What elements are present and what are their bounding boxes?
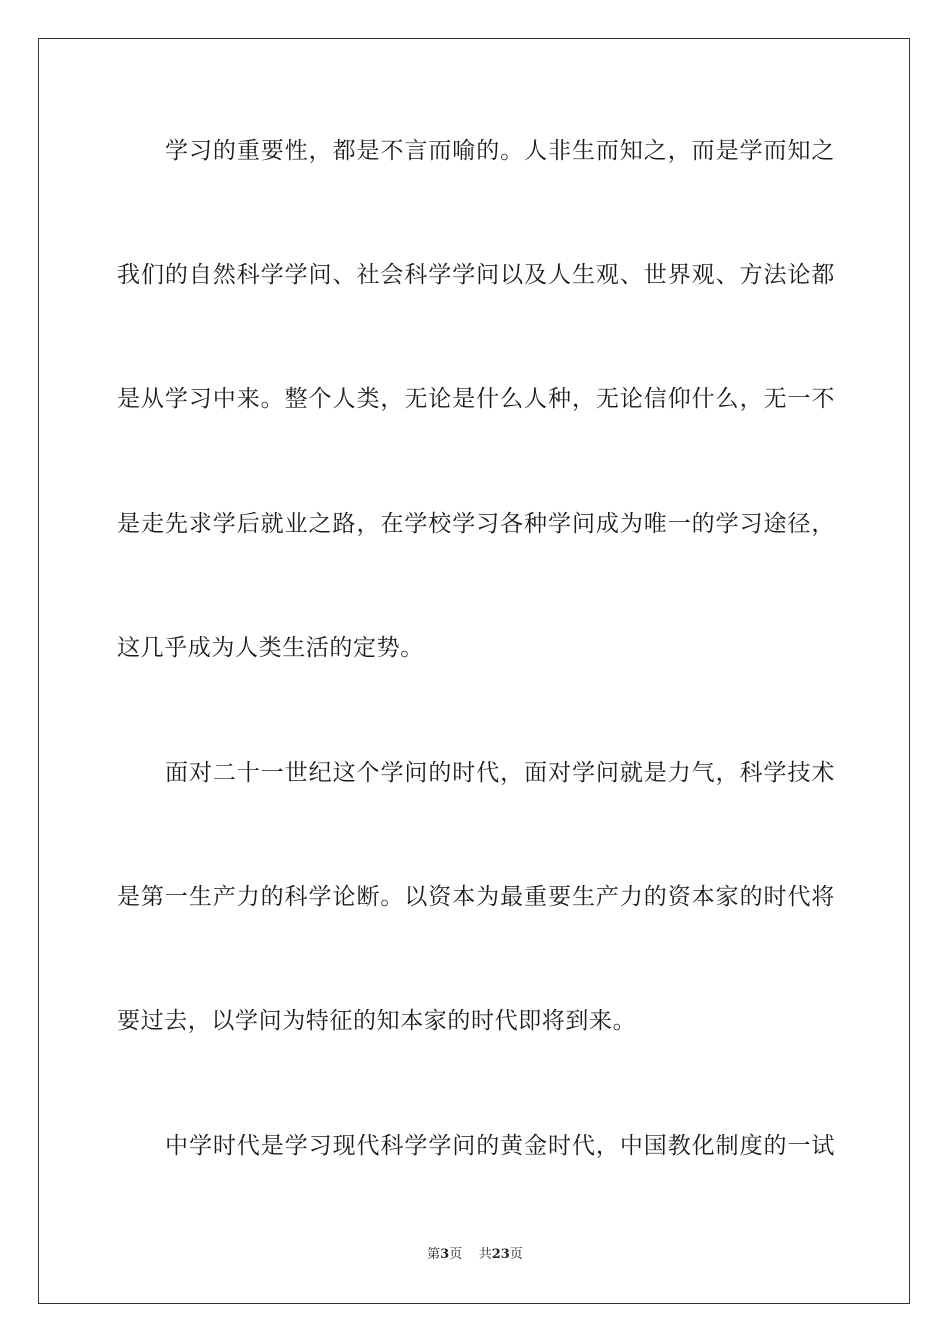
page-border bbox=[38, 38, 910, 1304]
paragraph-1-line-4: 是走先求学后就业之路，在学校学习各种学问成为唯一的学习途径， bbox=[117, 511, 835, 537]
footer-page-number: 3 bbox=[440, 1247, 450, 1262]
paragraph-3-line-1: 中学时代是学习现代科学学问的黄金时代，中国教化制度的一试 bbox=[165, 1133, 835, 1159]
page-footer bbox=[0, 1246, 950, 1264]
footer-total-prefix: 共 bbox=[478, 1247, 492, 1262]
footer-total-suffix: 页 bbox=[509, 1247, 523, 1262]
paragraph-1-line-2: 我们的自然科学学问、社会科学学问以及人生观、世界观、方法论都 bbox=[117, 262, 835, 288]
paragraph-2-line-1: 面对二十一世纪这个学问的时代，面对学问就是力气，科学技术 bbox=[165, 760, 835, 786]
paragraph-1-line-3: 是从学习中来。整个人类，无论是什么人种，无论信仰什么，无一不 bbox=[117, 386, 835, 412]
footer-page-suffix: 页 bbox=[449, 1247, 463, 1262]
footer-page-prefix: 第 bbox=[427, 1247, 441, 1262]
paragraph-1-line-1: 学习的重要性，都是不言而喻的。人非生而知之，而是学而知之 bbox=[165, 138, 835, 164]
paragraph-2-line-3: 要过去，以学问为特征的知本家的时代即将到来。 bbox=[117, 1008, 637, 1034]
footer-total-pages: 23 bbox=[491, 1247, 510, 1262]
paragraph-2-line-2: 是第一生产力的科学论断。以资本为最重要生产力的资本家的时代将 bbox=[117, 884, 835, 910]
paragraph-1-line-5: 这几乎成为人类生活的定势。 bbox=[117, 635, 424, 661]
